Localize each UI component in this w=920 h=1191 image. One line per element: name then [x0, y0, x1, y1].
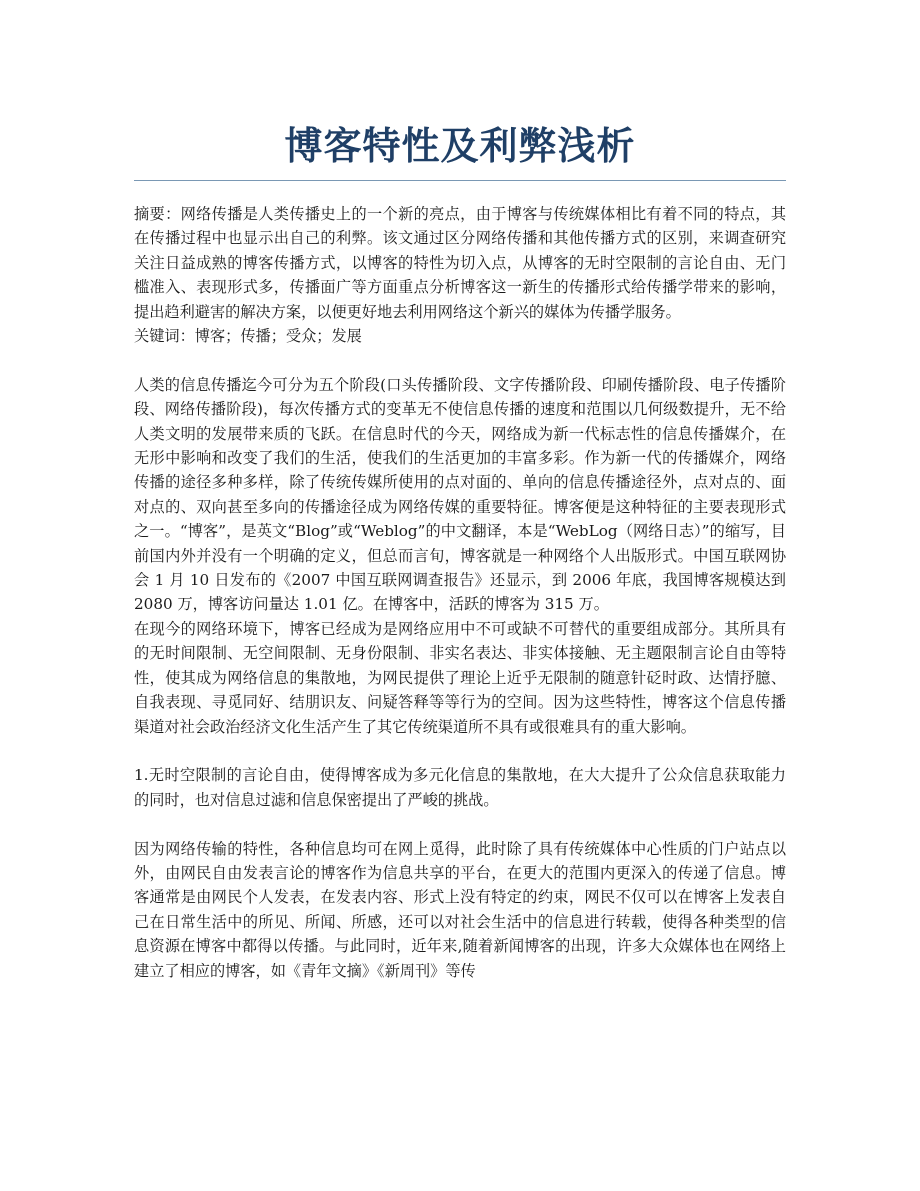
- section-1-heading: 1.无时空限制的言论自由，使得博客成为多元化信息的集散地，在大大提升了公众信息获取能力的同时，也对信息过滤和信息保密提出了严峻的挑战。: [134, 766, 786, 809]
- intro-paragraph-1: 人类的信息传播迄今可分为五个阶段(口头传播阶段、文字传播阶段、印刷传播阶段、电子传播阶段、网络传播阶段)，每次传播方式的变革无不使信息传播的速度和范围以几何级数提升，无不给人类文明的发展带来质的飞跃。在信息时代的今天，网络成为新一代标志性的信息传播媒介，在无形中影响和改变了我们的生活，使我们的生活更加的丰富多彩。作为新一代的传播媒介，网络传播的途径多种多样，除了传统传媒所使用的点对面的、单向的信息传播途径外，点对点的、面对点的、双向甚至多向的传播途径成为网络传媒的重要特征。博客便是这种特征的主要表现形式之一。“博客”，是英文“Blog”或“Weblog”的中文翻译，本是“WebLog（网络日志）”的缩写，目前国内外并没有一个明确的定义，但总而言旬，博客就是一种网络个人出版形式。中国互联网协会 1 月 10 日发布的《2007 中国互联网调查报告》还显示，到 2006 年底，我国博客规模达到 2080 万，博客访问量达 1.01 亿。在博客中，活跃的博客为 315 万。: [134, 375, 786, 614]
- intro-paragraph-2: 在现今的网络环境下，博客已经成为是网络应用中不可或缺不可替代的重要组成部分。其所具有的无时间限制、无空间限制、无身份限制、非实名表达、非实体接触、无主题限制言论自由等特性，使其成为网络信息的集散地，为网民提供了理论上近乎无限制的随意针砭时政、达情抒臆、自我表现、寻觅同好、结朋识友、问疑答释等等行为的空间。因为这些特性，博客这个信息传播渠道对社会政治经济文化生活产生了其它传统渠道所不具有或很难具有的重大影响。: [134, 619, 786, 736]
- paragraph-gap: [134, 739, 786, 763]
- keywords-line: 关键词：博客；传播；受众；发展: [134, 327, 362, 346]
- title-divider: [134, 180, 786, 181]
- abstract-paragraph: 摘要：网络传播是人类传播史上的一个新的亮点，由于博客与传统媒体相比有着不同的特点，其在传播过程中也显示出自己的利弊。该文通过区分网络传播和其他传播方式的区别，来调查研究关注日益成熟的博客传播方式，以博客的特性为切入点，从博客的无时空限制的言论自由、无门槛准入、表现形式多，传播面广等方面重点分析博客这一新生的传播形式给传播学带来的影响，提出趋利避害的解决方案，以便更好地去利用网络这个新兴的媒体为传播学服务。: [134, 205, 786, 321]
- document-title: 博客特性及利弊浅析: [284, 124, 636, 168]
- document-body: [134, 202, 786, 983]
- paragraph-gap: [134, 348, 786, 372]
- section-1-body: 因为网络传输的特性，各种信息均可在网上觅得，此时除了具有传统媒体中心性质的门户站点以外，由网民自由发表言论的博客作为信息共享的平台，在更大的范围内更深入的传递了信息。博客通常是由网民个人发表，在发表内容、形式上没有特定的约束，网民不仅可以在博客上发表自己在日常生活中的所见、所闻、所感，还可以对社会生活中的信息进行转载，使得各种类型的信息资源在博客中都得以传播。与此同时，近年来,随着新闻博客的出现，许多大众媒体也在网络上建立了相应的博客，如《青年文摘》《新周刊》等传: [134, 839, 786, 980]
- paragraph-gap: [134, 812, 786, 836]
